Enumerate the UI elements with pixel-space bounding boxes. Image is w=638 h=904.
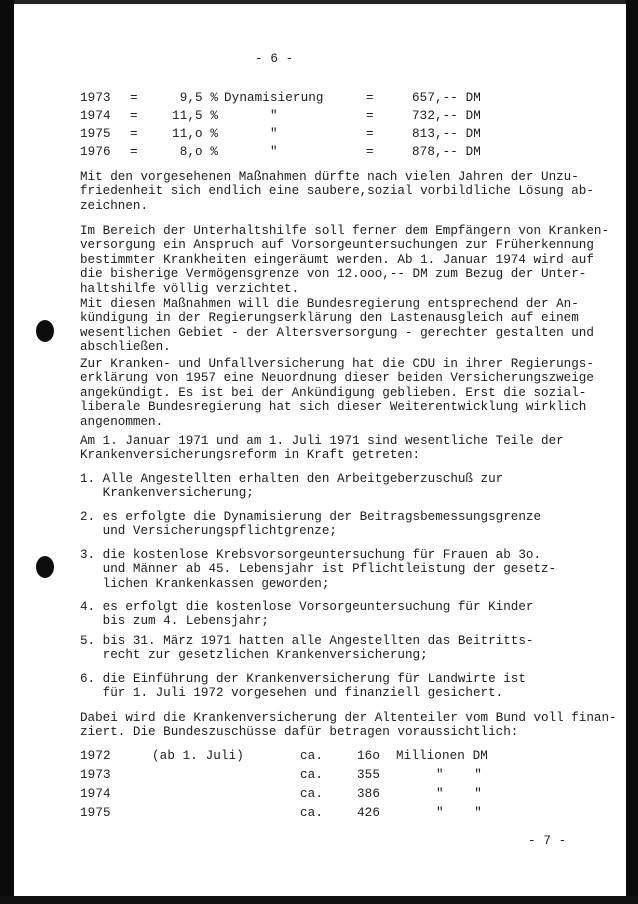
text-line: Mit den vorgesehenen Maßnahmen dürfte nach vielen Jahren der Unzu- bbox=[80, 170, 579, 184]
text-line: 4. es erfolgt die kostenlose Vorsorgeuntersuchung für Kinder bbox=[80, 600, 534, 614]
text-line: 6. die Einführung der Krankenversicherung für Landwirte ist bbox=[80, 672, 526, 686]
table1-cell-eq2: = bbox=[366, 145, 374, 159]
table2-cell-ca: ca. bbox=[300, 749, 323, 763]
table2-cell-year: 1973 bbox=[80, 768, 111, 782]
text-line: abschließen. bbox=[80, 340, 171, 355]
table2-cell-amount: 386 bbox=[357, 787, 380, 801]
table1-cell-eq: = bbox=[130, 127, 138, 141]
table1-cell-eq: = bbox=[130, 91, 138, 105]
paragraph-bundesregierung bbox=[80, 297, 594, 355]
text-line: ziert. Die Bundeszuschüsse dafür betragen voraussichtlich: bbox=[80, 725, 519, 740]
table1-cell-amount: 732,-- DM bbox=[412, 109, 481, 123]
table1-cell-eq2: = bbox=[366, 109, 374, 123]
table2-cell-unit: Millionen DM bbox=[396, 749, 488, 763]
table1-cell-year: 1975 bbox=[80, 127, 111, 141]
text-line: bis zum 4. Lebensjahr; bbox=[80, 614, 269, 629]
table1-cell-pct: 11,5 % bbox=[172, 109, 218, 123]
page-number-top: - 6 - bbox=[255, 52, 294, 66]
list-item bbox=[80, 510, 585, 539]
paragraph-krankenversicherung bbox=[80, 357, 594, 429]
table1-cell-label: " bbox=[270, 109, 278, 123]
text-line: haltshilfe völlig verzichtet. bbox=[80, 281, 300, 296]
table2-cell-year: 1975 bbox=[80, 806, 111, 820]
text-line: 2. es erfolgte die Dynamisierung der Beitragsbemessungsgrenze bbox=[80, 510, 542, 524]
list-item bbox=[80, 472, 585, 501]
table1-cell-eq2: = bbox=[366, 127, 374, 141]
paragraph-solution bbox=[80, 170, 594, 213]
table1-cell-label: " bbox=[270, 145, 278, 159]
table2-cell-ca: ca. bbox=[300, 806, 323, 820]
table2-cell-amount: 16o bbox=[357, 749, 380, 763]
table2-cell-year: 1972 bbox=[80, 749, 111, 763]
paragraph-bundeszuschuesse bbox=[80, 711, 617, 740]
text-line: Dabei wird die Krankenversicherung der Altenteiler vom Bund voll finan- bbox=[80, 711, 617, 725]
table2-cell-unit: " " bbox=[436, 787, 482, 801]
text-line: Krankenversicherungsreform in Kraft getreten: bbox=[80, 448, 421, 463]
text-line: zeichnen. bbox=[80, 198, 149, 213]
scan-edge-top bbox=[0, 0, 638, 4]
text-line: Mit diesen Maßnahmen will die Bundesregierung entsprechend der An- bbox=[80, 297, 579, 311]
table1-cell-year: 1974 bbox=[80, 109, 111, 123]
text-line: und Männer ab 45. Lebensjahr ist Pflichtleistung der gesetz- bbox=[80, 562, 557, 577]
table2-cell-note: (ab 1. Juli) bbox=[152, 749, 244, 763]
text-line: die bisherige Vermögensgrenze von 12.ooo,-- DM zum Bezug der Unter- bbox=[80, 267, 587, 282]
table1-cell-pct: 9,5 % bbox=[179, 91, 218, 105]
text-line: Am 1. Januar 1971 und am 1. Juli 1971 sind wesentliche Teile der bbox=[80, 434, 564, 448]
table2-cell-ca: ca. bbox=[300, 768, 323, 782]
table1-cell-pct: 8,o % bbox=[179, 145, 218, 159]
text-line: friedenheit sich endlich eine saubere,sozial vorbildliche Lösung ab- bbox=[80, 184, 594, 199]
table1-cell-eq: = bbox=[130, 145, 138, 159]
scan-edge-bottom bbox=[0, 896, 638, 904]
table1-cell-year: 1973 bbox=[80, 91, 111, 105]
table1-cell-amount: 813,-- DM bbox=[412, 127, 481, 141]
page-number-bottom: - 7 - bbox=[528, 834, 567, 848]
table2-cell-unit: " " bbox=[436, 768, 482, 782]
text-line: und Versicherungspflichtgrenze; bbox=[80, 524, 337, 539]
list-item bbox=[80, 634, 585, 663]
scan-edge-right bbox=[626, 0, 638, 904]
table2-cell-amount: 426 bbox=[357, 806, 380, 820]
punch-hole-upper bbox=[36, 320, 54, 342]
text-line: liberale Bundesregierung hat sich dieser Weiterentwicklung wirklich bbox=[80, 400, 587, 415]
list-item bbox=[80, 548, 585, 591]
text-line: bestimmter Krankheiten eingeräumt werden. Ab 1. Januar 1974 wird auf bbox=[80, 252, 594, 267]
table1-cell-pct: 11,o % bbox=[172, 127, 218, 141]
text-line: angenommen. bbox=[80, 414, 164, 429]
scan-edge-left bbox=[0, 0, 14, 904]
text-line: recht zur gesetzlichen Krankenversicherung; bbox=[80, 648, 428, 663]
text-line: kündigung in der Regierungserklärung den Lastenausgleich auf einem bbox=[80, 311, 579, 326]
table1-cell-eq2: = bbox=[366, 91, 374, 105]
table2-cell-unit: " " bbox=[436, 806, 482, 820]
table1-cell-eq: = bbox=[130, 109, 138, 123]
text-line: 3. die kostenlose Krebsvorsorgeuntersuchung für Frauen ab 3o. bbox=[80, 548, 542, 562]
text-line: 5. bis 31. März 1971 hatten alle Angestellten das Beitritts- bbox=[80, 634, 534, 648]
text-line: erklärung von 1957 eine Neuordnung dieser beiden Versicherungszweige bbox=[80, 371, 594, 386]
text-line: Im Bereich der Unterhaltshilfe soll ferner dem Empfängern von Kranken- bbox=[80, 224, 610, 238]
text-line: Zur Kranken- und Unfallversicherung hat die CDU in ihrer Regierungs- bbox=[80, 357, 594, 371]
text-line: versorgung ein Anspruch auf Vorsorgeuntersuchungen zur Früherkennung bbox=[80, 238, 594, 253]
table1-cell-label: " bbox=[270, 127, 278, 141]
list-item bbox=[80, 672, 585, 701]
punch-hole-lower bbox=[36, 556, 54, 578]
list-item bbox=[80, 600, 585, 629]
paragraph-unterhaltshilfe bbox=[80, 224, 610, 296]
table1-cell-label: Dynamisierung bbox=[224, 91, 324, 105]
text-line: angekündigt. Es ist bei der Ankündigung geblieben. Erst die sozial- bbox=[80, 385, 587, 400]
text-line: 1. Alle Angestellten erhalten den Arbeitgeberzuschuß zur bbox=[80, 472, 504, 486]
text-line: lichen Krankenkassen geworden; bbox=[80, 576, 330, 591]
table2-cell-ca: ca. bbox=[300, 787, 323, 801]
table1-cell-year: 1976 bbox=[80, 145, 111, 159]
paragraph-reform-dates bbox=[80, 434, 585, 463]
text-line: wesentlichen Gebiet - der Altersversorgung - gerechter gestalten und bbox=[80, 325, 594, 340]
table1-cell-amount: 657,-- DM bbox=[412, 91, 481, 105]
table2-cell-amount: 355 bbox=[357, 768, 380, 782]
table1-cell-amount: 878,-- DM bbox=[412, 145, 481, 159]
table2-cell-year: 1974 bbox=[80, 787, 111, 801]
text-line: für 1. Juli 1972 vorgesehen und finanziell gesichert. bbox=[80, 686, 504, 701]
text-line: Krankenversicherung; bbox=[80, 486, 254, 501]
